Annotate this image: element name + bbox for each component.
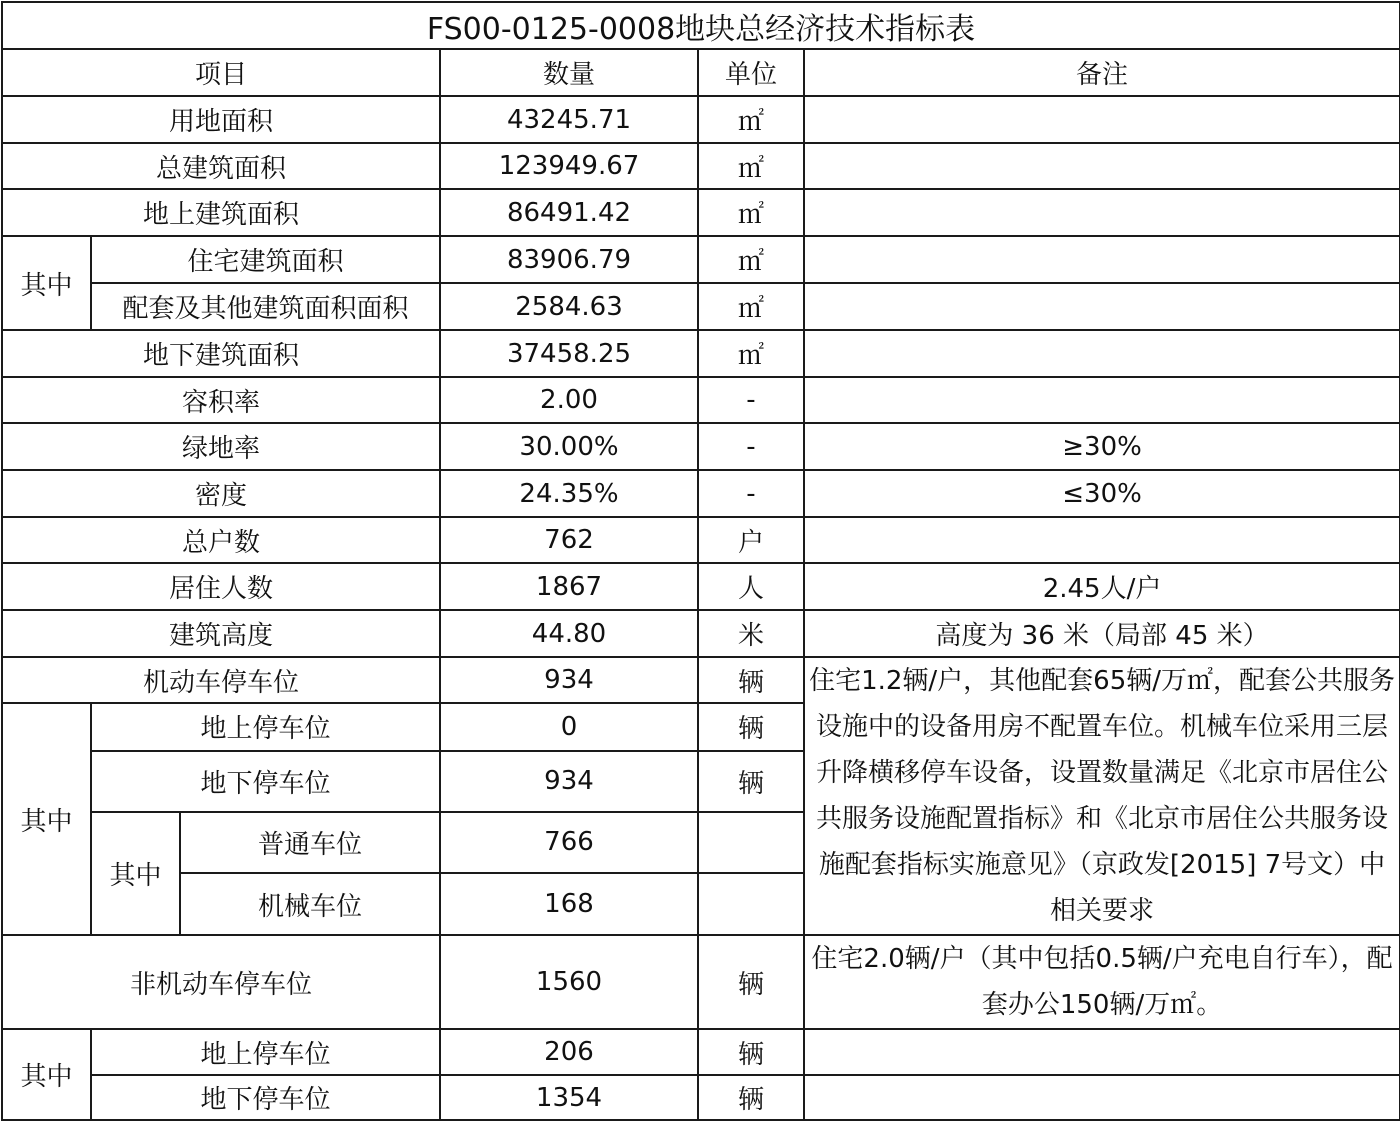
group-label: 其中 bbox=[2, 1029, 91, 1120]
unit-cell: ㎡ bbox=[698, 189, 804, 236]
quantity-cell: 0 bbox=[440, 703, 698, 751]
table-row bbox=[2, 563, 1400, 610]
quantity-cell: 44.80 bbox=[440, 610, 698, 657]
quantity-cell: 168 bbox=[440, 873, 698, 935]
unit-cell: 米 bbox=[698, 610, 804, 657]
unit-cell: 户 bbox=[698, 517, 804, 563]
header-unit: 单位 bbox=[698, 49, 804, 96]
item-cell: 地下建筑面积 bbox=[2, 330, 440, 377]
quantity-cell: 934 bbox=[440, 751, 698, 812]
item-cell: 地下停车位 bbox=[91, 751, 440, 812]
item-cell: 总建筑面积 bbox=[2, 143, 440, 189]
remark-cell bbox=[804, 330, 1400, 377]
unit-cell bbox=[698, 873, 804, 935]
item-cell: 用地面积 bbox=[2, 96, 440, 143]
remark-cell: 2.45人/户 bbox=[804, 563, 1400, 610]
header-remark: 备注 bbox=[804, 49, 1400, 96]
unit-cell: ㎡ bbox=[698, 143, 804, 189]
remark-cell bbox=[804, 377, 1400, 423]
table-title: FS00-0125-0008地块总经济技术指标表 bbox=[2, 2, 1400, 49]
quantity-cell: 30.00% bbox=[440, 423, 698, 470]
unit-cell: 辆 bbox=[698, 751, 804, 812]
table-row bbox=[2, 189, 1400, 236]
remark-cell bbox=[804, 517, 1400, 563]
unit-cell: ㎡ bbox=[698, 96, 804, 143]
quantity-cell: 1560 bbox=[440, 935, 698, 1029]
header-quantity: 数量 bbox=[440, 49, 698, 96]
unit-cell: ㎡ bbox=[698, 236, 804, 283]
item-cell: 绿地率 bbox=[2, 423, 440, 470]
table-row bbox=[2, 96, 1400, 143]
unit-cell: 辆 bbox=[698, 1075, 804, 1120]
quantity-cell: 762 bbox=[440, 517, 698, 563]
unit-cell: - bbox=[698, 470, 804, 517]
economic-indicator-table bbox=[1, 1, 1400, 1121]
quantity-cell: 1867 bbox=[440, 563, 698, 610]
quantity-cell: 86491.42 bbox=[440, 189, 698, 236]
table-row bbox=[2, 610, 1400, 657]
item-cell: 密度 bbox=[2, 470, 440, 517]
subgroup-label: 其中 bbox=[91, 812, 180, 936]
table-row bbox=[2, 470, 1400, 517]
quantity-cell: 37458.25 bbox=[440, 330, 698, 377]
item-cell: 普通车位 bbox=[180, 812, 440, 874]
item-cell: 配套及其他建筑面积面积 bbox=[91, 283, 440, 330]
table-row bbox=[2, 517, 1400, 563]
table-row bbox=[2, 1029, 1400, 1075]
unit-cell: 辆 bbox=[698, 703, 804, 751]
quantity-cell: 2584.63 bbox=[440, 283, 698, 330]
table-row bbox=[2, 143, 1400, 189]
table-row bbox=[2, 423, 1400, 470]
remark-cell bbox=[804, 1075, 1400, 1120]
parking-remark: 住宅1.2辆/户，其他配套65辆/万㎡，配套公共服务设施中的设备用房不配置车位。机械车位采用三层升降横移停车设备，设置数量满足《北京市居住公共服务设施配置指标》和《北京市居住公共服务设施配套指标实施意见》（京政发[2015] 7号文）中相关要求 bbox=[804, 657, 1400, 935]
bicycle-remark: 住宅2.0辆/户（其中包括0.5辆/户充电自行车），配套办公150辆/万㎡。 bbox=[804, 935, 1400, 1029]
item-cell: 地上停车位 bbox=[91, 1029, 440, 1075]
unit-cell: 人 bbox=[698, 563, 804, 610]
quantity-cell: 2.00 bbox=[440, 377, 698, 423]
group-label: 其中 bbox=[2, 703, 91, 935]
quantity-cell: 934 bbox=[440, 657, 698, 703]
unit-cell: 辆 bbox=[698, 935, 804, 1029]
remark-cell bbox=[804, 189, 1400, 236]
item-cell: 地下停车位 bbox=[91, 1075, 440, 1120]
unit-cell: 辆 bbox=[698, 1029, 804, 1075]
table-row bbox=[2, 1075, 1400, 1120]
table-row bbox=[2, 236, 1400, 283]
unit-cell: ㎡ bbox=[698, 283, 804, 330]
table-row bbox=[2, 330, 1400, 377]
item-cell: 建筑高度 bbox=[2, 610, 440, 657]
item-cell: 住宅建筑面积 bbox=[91, 236, 440, 283]
remark-cell bbox=[804, 283, 1400, 330]
remark-cell bbox=[804, 236, 1400, 283]
remark-cell: ≥30% bbox=[804, 423, 1400, 470]
item-cell: 机械车位 bbox=[180, 873, 440, 935]
unit-cell: ㎡ bbox=[698, 330, 804, 377]
table-row bbox=[2, 657, 1400, 703]
item-cell: 地上建筑面积 bbox=[2, 189, 440, 236]
group-label: 其中 bbox=[2, 236, 91, 330]
table-row bbox=[2, 935, 1400, 1029]
item-cell: 地上停车位 bbox=[91, 703, 440, 751]
item-cell: 机动车停车位 bbox=[2, 657, 440, 703]
quantity-cell: 24.35% bbox=[440, 470, 698, 517]
quantity-cell: 206 bbox=[440, 1029, 698, 1075]
remark-cell bbox=[804, 143, 1400, 189]
table-row bbox=[2, 377, 1400, 423]
item-cell: 非机动车停车位 bbox=[2, 935, 440, 1029]
item-cell: 容积率 bbox=[2, 377, 440, 423]
unit-cell: - bbox=[698, 423, 804, 470]
unit-cell: - bbox=[698, 377, 804, 423]
unit-cell: 辆 bbox=[698, 657, 804, 703]
unit-cell bbox=[698, 812, 804, 874]
item-cell: 居住人数 bbox=[2, 563, 440, 610]
quantity-cell: 766 bbox=[440, 812, 698, 874]
quantity-cell: 123949.67 bbox=[440, 143, 698, 189]
remark-cell bbox=[804, 1029, 1400, 1075]
header-item: 项目 bbox=[2, 49, 440, 96]
quantity-cell: 43245.71 bbox=[440, 96, 698, 143]
quantity-cell: 1354 bbox=[440, 1075, 698, 1120]
item-cell: 总户数 bbox=[2, 517, 440, 563]
remark-cell: ≤30% bbox=[804, 470, 1400, 517]
table-row bbox=[2, 283, 1400, 330]
header-row bbox=[2, 49, 1400, 96]
remark-cell: 高度为 36 米（局部 45 米） bbox=[804, 610, 1400, 657]
quantity-cell: 83906.79 bbox=[440, 236, 698, 283]
remark-cell bbox=[804, 96, 1400, 143]
